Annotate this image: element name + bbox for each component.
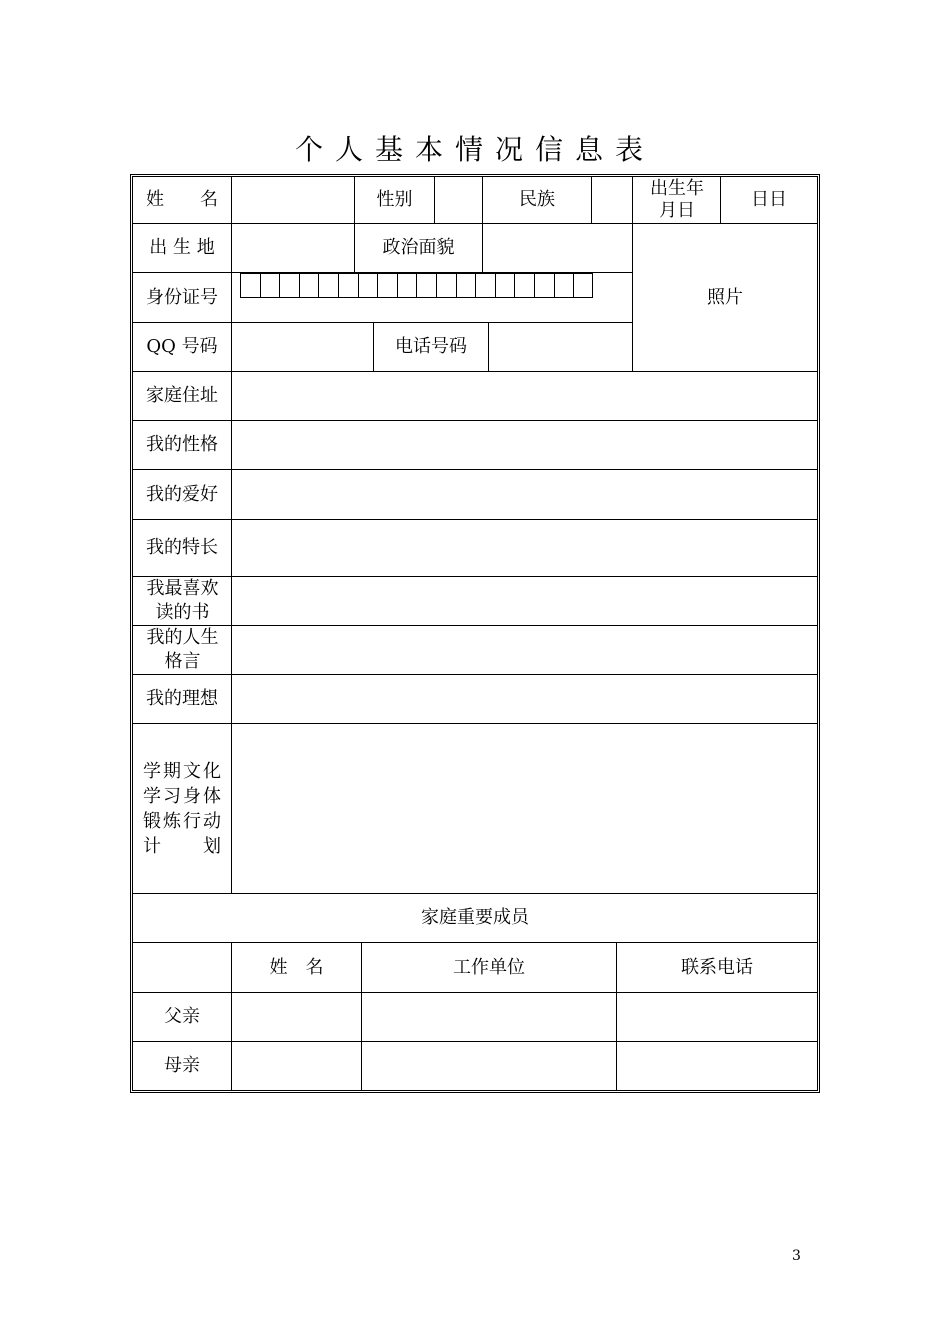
id-digit-box[interactable]: [534, 273, 554, 298]
motto-field[interactable]: [232, 626, 817, 674]
father-phone-field[interactable]: [617, 993, 817, 1041]
ideal-label: 我的理想: [146, 688, 218, 709]
personality-field[interactable]: [232, 421, 817, 469]
motto-label: 我的人生格言: [146, 627, 219, 672]
ideal-field[interactable]: [232, 675, 817, 723]
gender-label: 性别: [376, 189, 413, 210]
id-digit-box[interactable]: [260, 273, 280, 298]
personality-label: 我的性格: [146, 434, 218, 455]
mother-label: 母亲: [164, 1055, 200, 1076]
home-address-field[interactable]: [232, 372, 817, 420]
name-label: 姓 名: [146, 189, 218, 210]
page-title: 个人基本情况信息表: [294, 133, 655, 166]
id-digit-box[interactable]: [436, 273, 456, 298]
family-col-work: 工作单位: [453, 956, 525, 978]
id-digit-box[interactable]: [240, 273, 260, 298]
political-status-field[interactable]: [483, 224, 632, 272]
family-header: 家庭重要成员: [421, 907, 529, 928]
mother-phone-field[interactable]: [617, 1042, 817, 1090]
gender-field[interactable]: [435, 177, 482, 223]
id-digit-box[interactable]: [299, 273, 319, 298]
id-digit-box[interactable]: [475, 273, 495, 298]
id-digit-box[interactable]: [318, 273, 338, 298]
birthplace-label: 出 生 地: [149, 237, 215, 258]
id-digit-box[interactable]: [573, 273, 593, 298]
father-name-field[interactable]: [232, 993, 361, 1041]
family-col-phone: 联系电话: [681, 956, 753, 978]
ethnicity-label: 民族: [519, 189, 555, 210]
id-digit-box[interactable]: [338, 273, 358, 298]
study-plan-label: 学期文化学习身体锻炼行动计 划: [143, 760, 221, 857]
photo-area[interactable]: 照片: [707, 286, 743, 308]
specialty-field[interactable]: [232, 520, 817, 576]
phone-label: 电话号码: [395, 336, 467, 357]
id-digit-box[interactable]: [495, 273, 515, 298]
id-digit-box[interactable]: [456, 273, 476, 298]
birth-date-label: 出生年月日: [650, 178, 704, 221]
qq-label: QQ 号码: [146, 336, 218, 357]
political-status-label: 政治面貌: [382, 237, 455, 258]
ethnicity-field[interactable]: [592, 177, 632, 223]
phone-field[interactable]: [489, 323, 632, 371]
id-digit-box[interactable]: [358, 273, 378, 298]
name-field[interactable]: [232, 177, 354, 223]
qq-field[interactable]: [232, 323, 373, 371]
father-work-field[interactable]: [362, 993, 616, 1041]
mother-name-field[interactable]: [232, 1042, 361, 1090]
mother-work-field[interactable]: [362, 1042, 616, 1090]
hobbies-field[interactable]: [232, 470, 817, 519]
id-digit-box[interactable]: [416, 273, 436, 298]
id-digit-box[interactable]: [554, 273, 574, 298]
father-label: 父亲: [164, 1006, 200, 1027]
study-plan-field[interactable]: [232, 724, 817, 893]
home-address-label: 家庭住址: [146, 385, 218, 406]
specialty-label: 我的特长: [146, 537, 218, 558]
favorite-book-field[interactable]: [232, 577, 817, 625]
id-digit-box[interactable]: [514, 273, 534, 298]
family-col-name: 姓 名: [269, 956, 324, 978]
birth-day-label: 日日: [751, 189, 787, 210]
id-digit-box[interactable]: [279, 273, 299, 298]
hobbies-label: 我的爱好: [146, 483, 218, 505]
favorite-book-label: 我最喜欢读的书: [146, 578, 219, 623]
birthplace-field[interactable]: [232, 224, 354, 272]
page-number: 3: [792, 1248, 801, 1264]
id-digit-box[interactable]: [377, 273, 397, 298]
id-number-label: 身份证号: [146, 286, 218, 308]
id-digit-box[interactable]: [397, 273, 417, 298]
